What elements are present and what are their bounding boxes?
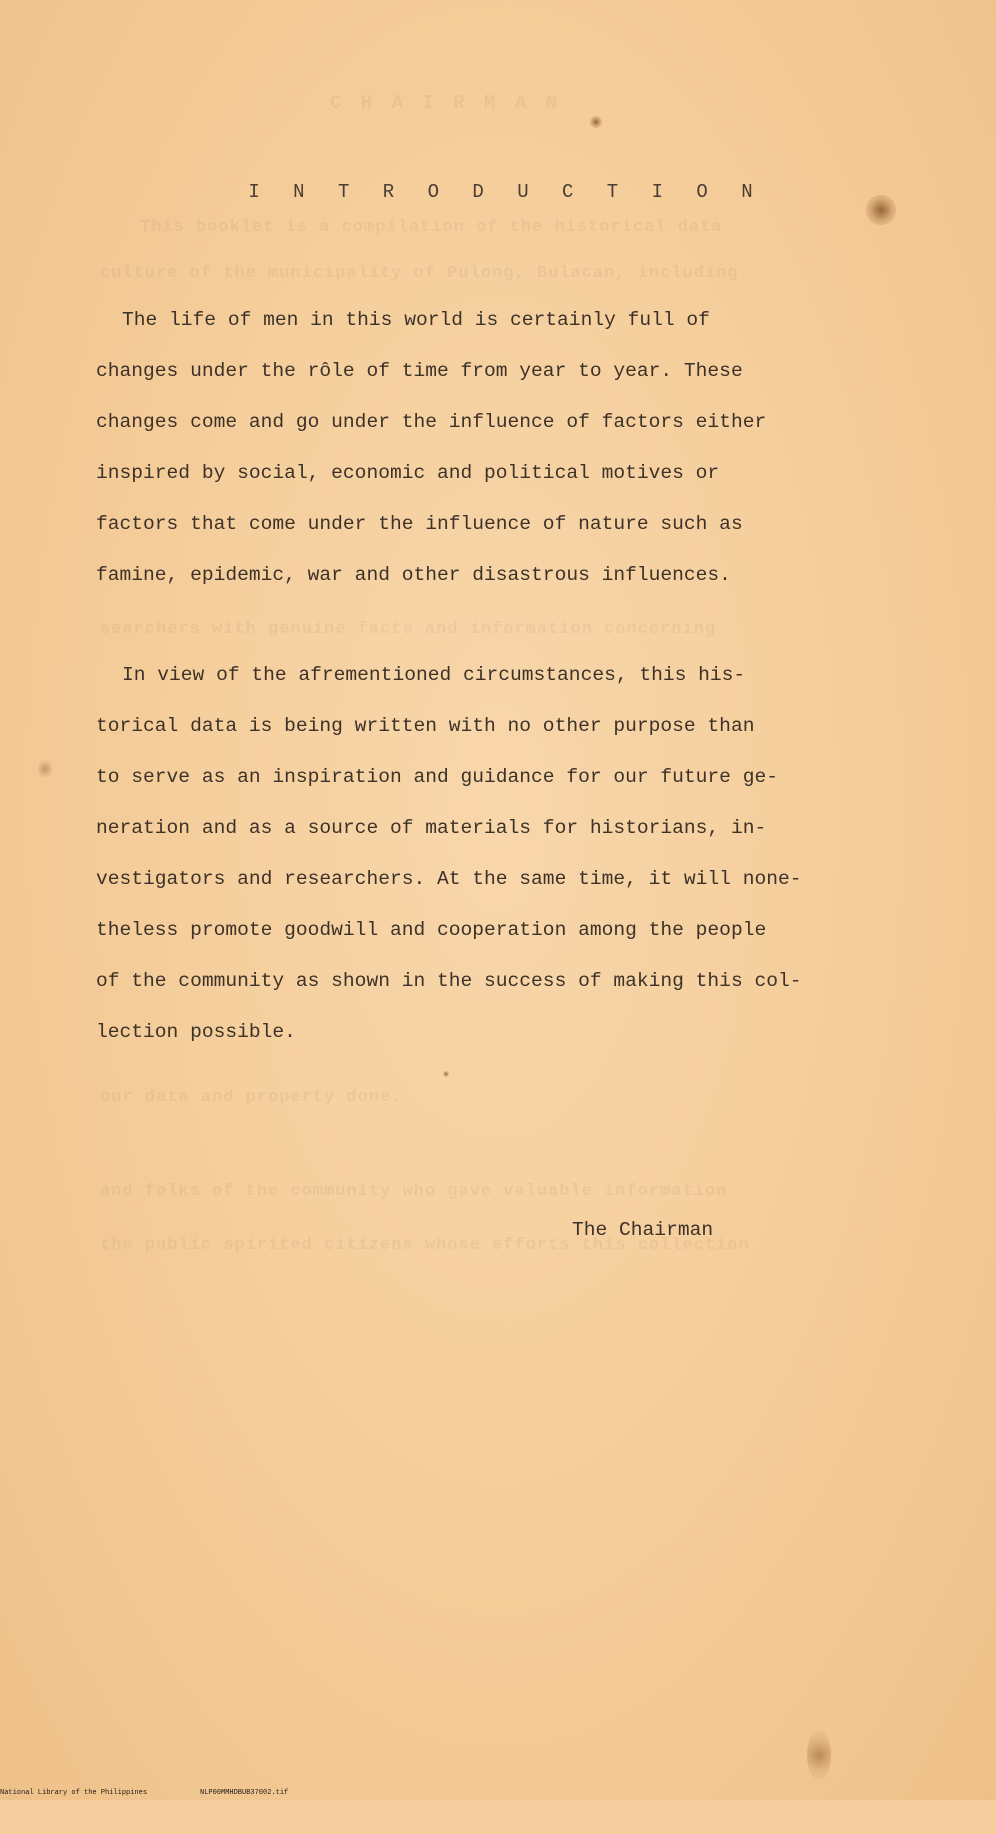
signature: The Chairman	[572, 1219, 714, 1241]
footer-library-label: National Library of the Philippines	[0, 1789, 148, 1797]
ink-stain	[443, 1071, 449, 1077]
text-line: vestigators and researchers. At the same time, it will none-	[96, 868, 802, 890]
text-line: torical data is being written with no other purpose than	[96, 715, 755, 737]
text-line: The life of men in this world is certainly full of	[122, 309, 710, 331]
text-line: factors that come under the influence of nature such as	[96, 513, 743, 535]
paragraph-1	[96, 295, 856, 601]
paragraph-2	[96, 650, 856, 1058]
bleed-through-text: the public spirited citizens whose efforts this collection	[100, 1236, 750, 1255]
bleed-through-text: and folks of the community who gave valuable information	[100, 1182, 728, 1201]
bleed-through-text: searchers with genuine facts and information concerning	[100, 620, 717, 639]
text-line: inspired by social, economic and political motives or	[96, 462, 720, 484]
bleed-through-text: culture of the municipality of Pulong, Bulacan, including	[100, 264, 739, 283]
text-line: changes under the rôle of time from year to year. These	[96, 360, 743, 382]
ink-stain	[38, 760, 52, 778]
text-line: theless promote goodwill and cooperation among the people	[96, 919, 767, 941]
scan-footer	[0, 1786, 996, 1800]
bleed-through-text: This booklet is a compilation of the historical data	[140, 218, 723, 237]
text-line: famine, epidemic, war and other disastrous influences.	[96, 564, 731, 586]
text-line: neration and as a source of materials for historians, in-	[96, 817, 767, 839]
text-line: changes come and go under the influence of factors either	[96, 411, 767, 433]
ink-stain	[807, 1730, 831, 1780]
text-line: of the community as shown in the success of making this col-	[96, 970, 802, 992]
text-line: lection possible.	[96, 1021, 296, 1043]
bleed-through-text: our data and property done.	[100, 1088, 403, 1107]
document-title: I N T R O D U C T I O N	[248, 181, 764, 203]
footer-filename: NLP00MMHDBUB37002.tif	[200, 1789, 289, 1797]
text-line: In view of the afrementioned circumstances, this his-	[122, 664, 746, 686]
bleed-through-text: C H A I R M A N	[330, 92, 562, 114]
text-line: to serve as an inspiration and guidance for our future ge-	[96, 766, 778, 788]
ink-stain	[590, 116, 602, 128]
